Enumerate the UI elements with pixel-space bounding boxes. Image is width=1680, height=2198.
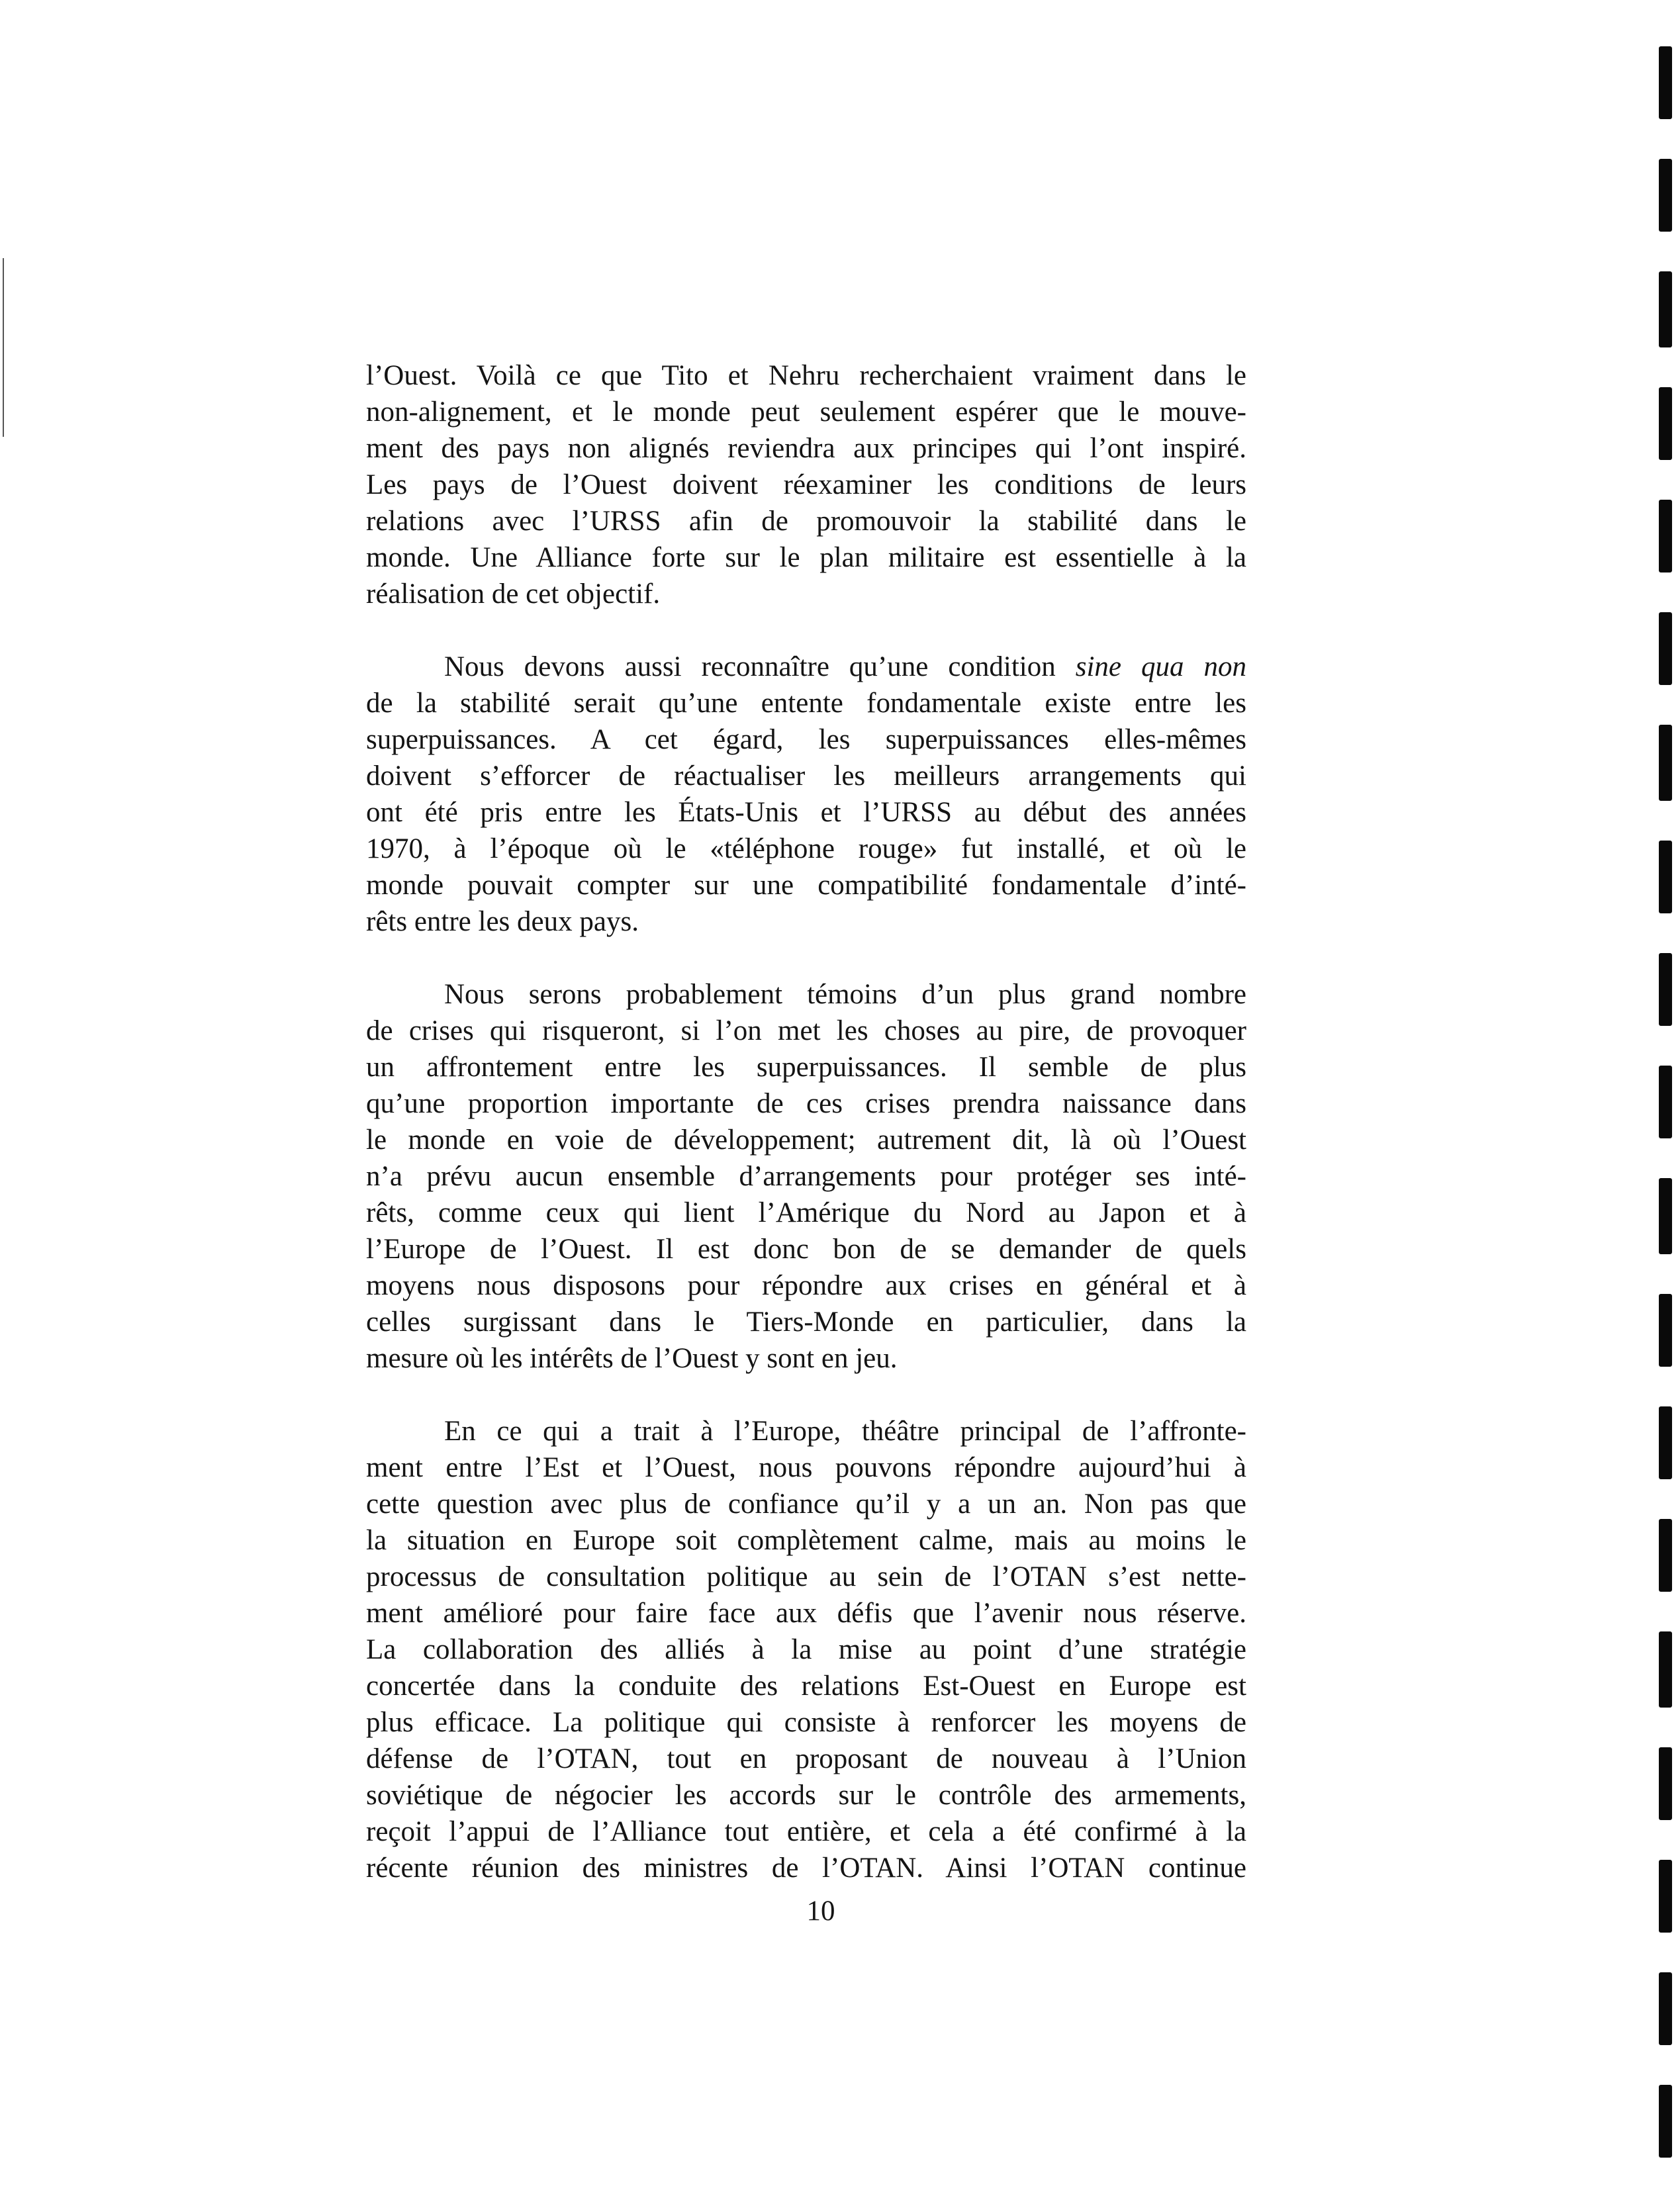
binding-mark: [1659, 725, 1672, 801]
text-line: ont été pris entre les États-Unis et l’URSS au début des années: [366, 797, 1246, 828]
binding-mark: [1659, 1972, 1672, 2045]
binding-mark: [1659, 46, 1672, 119]
text-line: ment entre l’Est et l’Ouest, nous pouvons répondre aujourd’hui à: [366, 1452, 1246, 1483]
text-line: de crises qui risqueront, si l’on met les choses au pire, de provoquer: [366, 1015, 1246, 1046]
binding-mark: [1659, 1406, 1672, 1479]
binding-mark: [1659, 1860, 1672, 1933]
text-line: rêts entre les deux pays.: [366, 906, 639, 937]
text-line: processus de consultation politique au sein de l’OTAN s’est nette-: [366, 1561, 1246, 1592]
text-line: non-alignement, et le monde peut seulement espérer que le mouve-: [366, 396, 1246, 428]
text-line: Nous serons probablement témoins d’un plus grand nombre: [444, 979, 1246, 1010]
text-line: n’a prévu aucun ensemble d’arrangements pour protéger ses inté-: [366, 1161, 1246, 1192]
text-line: récente réunion des ministres de l’OTAN. Ainsi l’OTAN continue: [366, 1853, 1246, 1884]
paragraph-3: [366, 976, 1246, 1377]
text-line: réalisation de cet objectif.: [366, 578, 661, 610]
body-text: [366, 357, 1246, 1886]
text-line: monde. Une Alliance forte sur le plan militaire est essentielle à la: [366, 542, 1246, 573]
text-line: celles surgissant dans le Tiers-Monde en particulier, dans la: [366, 1306, 1246, 1338]
page-number: 10: [806, 1896, 835, 1927]
binding-mark: [1659, 1294, 1672, 1367]
binding-mark: [1659, 1519, 1672, 1592]
text-line: relations avec l’URSS afin de promouvoir la stabilité dans le: [366, 506, 1246, 537]
text-line: soviétique de négocier les accords sur le contrôle des armements,: [366, 1780, 1246, 1811]
binding-mark: [1659, 1631, 1672, 1708]
paragraph-2: [366, 649, 1246, 940]
text-line: qu’une proportion importante de ces crises prendra naissance dans: [366, 1088, 1246, 1119]
paragraph-gap: [366, 940, 1246, 976]
text-line: Les pays de l’Ouest doivent réexaminer les conditions de leurs: [366, 469, 1246, 500]
text-line: superpuissances. A cet égard, les superpuissances elles-mêmes: [366, 724, 1246, 755]
binding-mark: [1659, 953, 1672, 1026]
text-line: doivent s’efforcer de réactualiser les meilleurs arrangements qui: [366, 760, 1246, 792]
binding-mark: [1659, 612, 1672, 685]
italic-phrase: sine qua non: [1075, 651, 1246, 682]
text-line: rêts, comme ceux qui lient l’Amérique du Nord au Japon et à: [366, 1197, 1246, 1228]
paragraph-gap: [366, 1377, 1246, 1413]
text-line: monde pouvait compter sur une compatibilité fondamentale d’inté-: [366, 870, 1246, 901]
text-line: la situation en Europe soit complètement calme, mais au moins le: [366, 1525, 1246, 1556]
text-line: l’Europe de l’Ouest. Il est donc bon de se demander de quels: [366, 1234, 1246, 1265]
binding-mark: [1659, 2085, 1672, 2158]
text-line: un affrontement entre les superpuissances. Il semble de plus: [366, 1052, 1246, 1083]
text-line: de la stabilité serait qu’une entente fondamentale existe entre les: [366, 688, 1246, 719]
text-line: moyens nous disposons pour répondre aux crises en général et à: [366, 1270, 1246, 1301]
text-line-with-italic: [366, 649, 1246, 685]
text-line: En ce qui a trait à l’Europe, théâtre principal de l’affronte-: [444, 1416, 1246, 1447]
paragraph-4: [366, 1413, 1246, 1886]
text-line: mesure où les intérêts de l’Ouest y sont en jeu.: [366, 1343, 898, 1374]
text-line: ment amélioré pour faire face aux défis que l’avenir nous réserve.: [366, 1598, 1246, 1629]
binding-mark: [1659, 1747, 1672, 1820]
binding-mark: [1659, 841, 1672, 913]
binding-mark: [1659, 387, 1672, 460]
text-line: plus efficace. La politique qui consiste à renforcer les moyens de: [366, 1707, 1246, 1738]
text-line: reçoit l’appui de l’Alliance tout entière, et cela a été confirmé à la: [366, 1816, 1246, 1847]
paragraph-gap: [366, 612, 1246, 649]
text-fragment: Nous devons aussi reconnaître qu’une condition: [444, 651, 1076, 682]
scan-edge-line: [3, 258, 4, 437]
text-line: défense de l’OTAN, tout en proposant de nouveau à l’Union: [366, 1743, 1246, 1774]
binding-mark: [1659, 159, 1672, 232]
text-line: 1970, à l’époque où le «téléphone rouge» fut installé, et où le: [366, 833, 1246, 864]
text-line: l’Ouest. Voilà ce que Tito et Nehru recherchaient vraiment dans le: [366, 360, 1246, 391]
binding-marks: [1654, 0, 1680, 2198]
binding-mark: [1659, 1066, 1672, 1138]
text-line: ment des pays non alignés reviendra aux principes qui l’ont inspiré.: [366, 433, 1246, 464]
paragraph-1: [366, 357, 1246, 612]
binding-mark: [1659, 271, 1672, 347]
text-line: concertée dans la conduite des relations Est-Ouest en Europe est: [366, 1671, 1246, 1702]
text-line: le monde en voie de développement; autrement dit, là où l’Ouest: [366, 1124, 1246, 1156]
text-line: La collaboration des alliés à la mise au point d’une stratégie: [366, 1634, 1246, 1665]
binding-mark: [1659, 500, 1672, 572]
binding-mark: [1659, 1178, 1672, 1254]
text-line: cette question avec plus de confiance qu’il y a un an. Non pas que: [366, 1488, 1246, 1520]
